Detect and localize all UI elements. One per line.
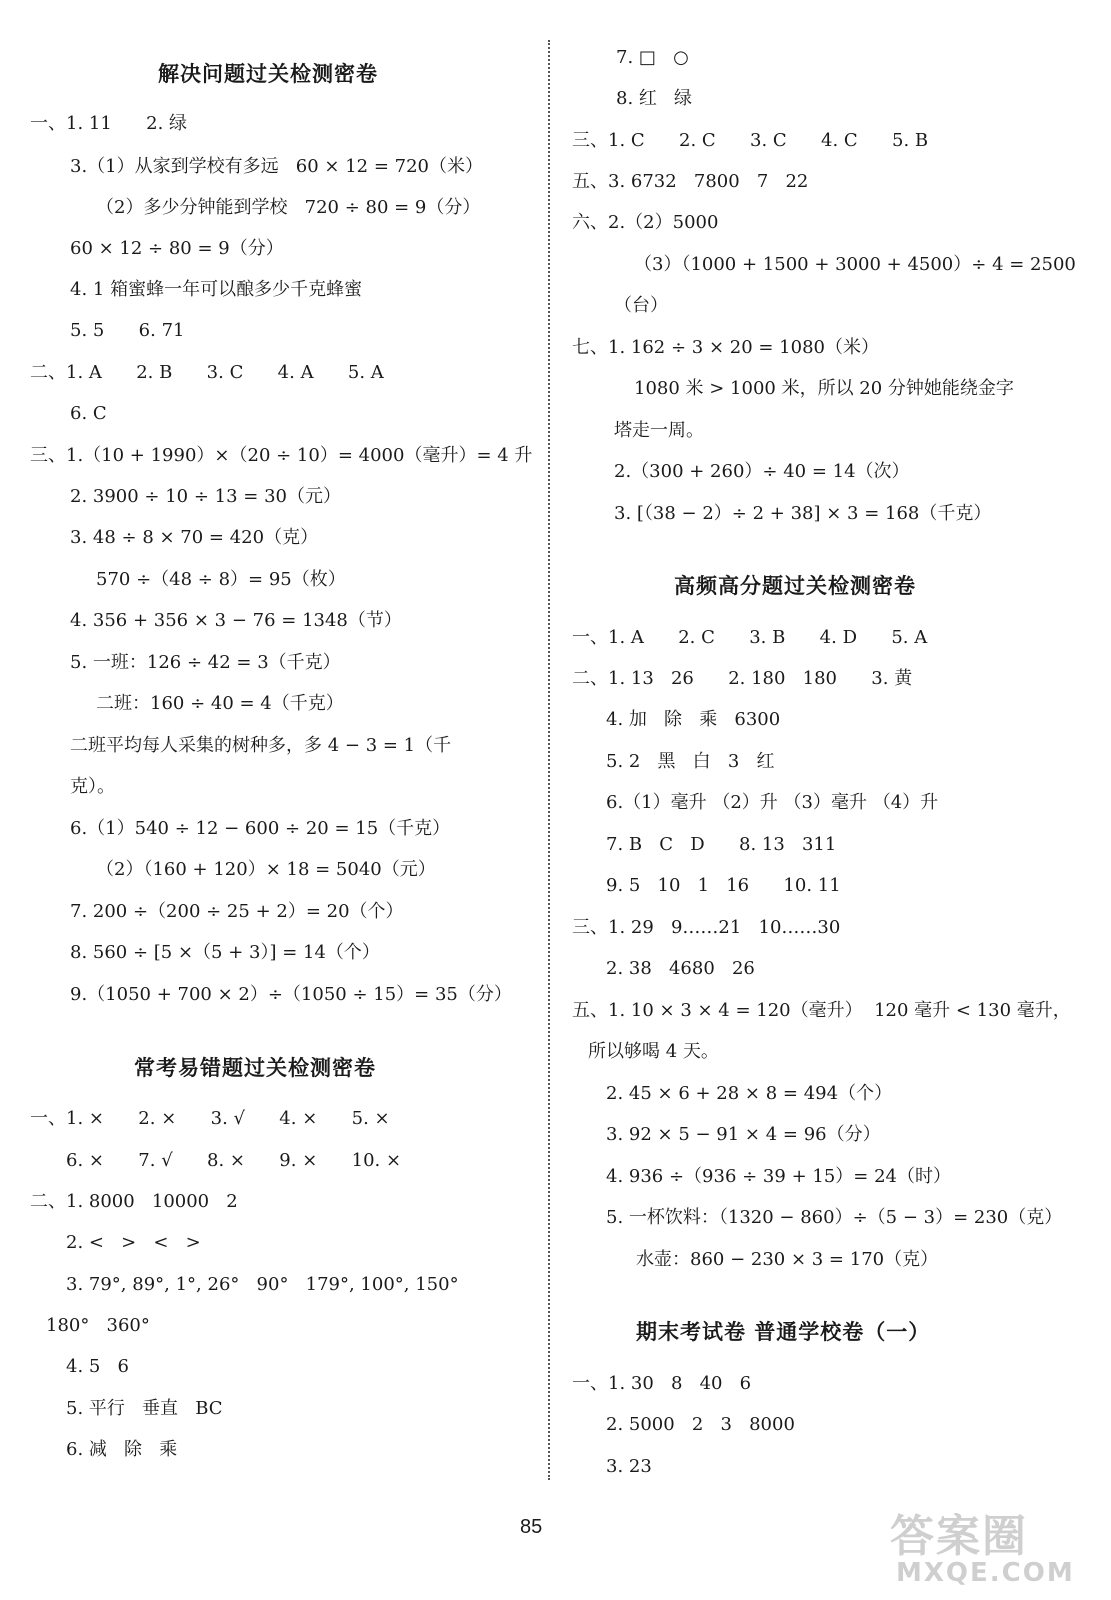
answer-line: 2. < > < >	[66, 1232, 201, 1253]
answer-line: 2.（300 + 260）÷ 40 = 14（次）	[614, 461, 910, 482]
answer-line: （3）（1000 + 1500 + 3000 + 4500）÷ 4 = 2500	[634, 254, 1076, 275]
answer-line: 二、1. A 2. B 3. C 4. A 5. A	[30, 362, 384, 383]
answer-line: 二、1. 13 26 2. 180 180 3. 黄	[572, 668, 913, 689]
column-divider	[548, 40, 550, 1480]
section-title: 高频高分题过关检测密卷	[674, 574, 916, 598]
answer-line: 7. B C D 8. 13 311	[606, 834, 837, 855]
answer-line: 570 ÷（48 ÷ 8）= 95（枚）	[96, 569, 346, 590]
answer-line: 五、1. 10 × 3 × 4 = 120（毫升） 120 毫升 < 130 毫升，	[572, 1000, 1071, 1021]
answer-line: 5. 2 黑 白 3 红	[606, 751, 775, 772]
answer-line: 5. 一杯饮料：（1320 − 860）÷（5 − 3）= 230（克）	[606, 1207, 1063, 1228]
answer-line: 6.（1）540 ÷ 12 − 600 ÷ 20 = 15（千克）	[70, 818, 451, 839]
answer-line: 五、3. 6732 7800 7 22	[572, 171, 809, 192]
answer-line: 6.（1）毫升 （2）升 （3）毫升 （4）升	[606, 792, 939, 813]
answer-line: 7. □ ○	[616, 47, 689, 68]
answer-line: 6. C	[70, 403, 107, 424]
answer-line: 7. 200 ÷（200 ÷ 25 + 2）= 20（个）	[70, 901, 404, 922]
section-title: 常考易错题过关检测密卷	[134, 1056, 376, 1080]
answer-line: 5. 平行 垂直 BC	[66, 1398, 223, 1419]
answer-line: 2. 5000 2 3 8000	[606, 1414, 795, 1435]
answer-line: 4. 加 除 乘 6300	[606, 709, 781, 730]
answer-line: 一、1. × 2. × 3. √ 4. × 5. ×	[30, 1108, 390, 1129]
answer-line: 6. 减 除 乘	[66, 1439, 178, 1460]
answer-line: （2）（160 + 120）× 18 = 5040（元）	[96, 859, 436, 880]
answer-line: 六、2.（2）5000	[572, 212, 719, 233]
answer-line: 二班：160 ÷ 40 = 4（千克）	[96, 693, 344, 714]
answer-line: 塔走一周。	[614, 420, 704, 441]
watermark-url-text: MXQE.COM	[896, 1558, 1075, 1588]
answer-line: 3. 79°, 89°, 1°, 26° 90° 179°, 100°, 150°	[66, 1274, 459, 1295]
answer-line: 三、1. C 2. C 3. C 4. C 5. B	[572, 130, 929, 151]
answer-line: 180° 360°	[46, 1315, 150, 1336]
answer-line: 9.（1050 + 700 × 2）÷（1050 ÷ 15）= 35（分）	[70, 984, 512, 1005]
section-title: 解决问题过关检测密卷	[158, 62, 378, 86]
answer-line: 七、1. 162 ÷ 3 × 20 = 1080（米）	[572, 337, 879, 358]
answer-line: 6. × 7. √ 8. × 9. × 10. ×	[66, 1150, 402, 1171]
answer-line: 4. 5 6	[66, 1356, 129, 1377]
answer-line: 9. 5 10 1 16 10. 11	[606, 875, 841, 896]
answer-line: 2. 3900 ÷ 10 ÷ 13 = 30（元）	[70, 486, 341, 507]
answer-line: 所以够喝 4 天。	[588, 1041, 719, 1062]
answer-line: 5. 一班：126 ÷ 42 = 3（千克）	[70, 652, 341, 673]
answer-line: 3. 92 × 5 − 91 × 4 = 96（分）	[606, 1124, 881, 1145]
answer-line: 一、1. 30 8 40 6	[572, 1373, 752, 1394]
answer-line: 水壶：860 − 230 × 3 = 170（克）	[636, 1249, 939, 1270]
answer-line: 60 × 12 ÷ 80 = 9（分）	[70, 238, 284, 259]
answer-line: 一、1. 11 2. 绿	[30, 113, 188, 134]
answer-line: 3. 23	[606, 1456, 652, 1477]
answer-line: （2）多少分钟能到学校 720 ÷ 80 = 9（分）	[96, 197, 481, 218]
answer-line: 8. 红 绿	[616, 88, 693, 109]
answer-line: 3. 48 ÷ 8 × 70 = 420（克）	[70, 527, 319, 548]
section-title: 期末考试卷 普通学校卷（一）	[636, 1320, 931, 1344]
answer-line: 三、1.（10 + 1990）×（20 ÷ 10）= 4000（毫升）= 4 升	[30, 445, 533, 466]
answer-line: 3. [（38 − 2）÷ 2 + 38] × 3 = 168（千克）	[614, 503, 992, 524]
answer-line: 4. 1 箱蜜蜂一年可以酿多少千克蜂蜜	[70, 279, 363, 300]
answer-line: 5. 5 6. 71	[70, 320, 185, 341]
answer-line: 2. 45 × 6 + 28 × 8 = 494（个）	[606, 1083, 893, 1104]
answer-line: 8. 560 ÷ [5 ×（5 + 3）] = 14（个）	[70, 942, 380, 963]
answer-line: （台）	[614, 295, 668, 316]
watermark-main-text: 答案圈	[890, 1511, 1028, 1562]
answer-line: 2. 38 4680 26	[606, 958, 755, 979]
answer-line: 4. 936 ÷（936 ÷ 39 + 15）= 24（时）	[606, 1166, 951, 1187]
answer-line: 二班平均每人采集的树种多，多 4 − 3 = 1（千	[70, 735, 452, 756]
answer-line: 一、1. A 2. C 3. B 4. D 5. A	[572, 627, 928, 648]
answer-line: 二、1. 8000 10000 2	[30, 1191, 238, 1212]
answer-line: 三、1. 29 9……21 10……30	[572, 917, 841, 938]
answer-line: 1080 米 > 1000 米，所以 20 分钟她能绕金字	[634, 378, 1014, 399]
answer-line: 4. 356 + 356 × 3 − 76 = 1348（节）	[70, 610, 402, 631]
page-number: 85	[520, 1516, 543, 1538]
answer-line: 3.（1）从家到学校有多远 60 × 12 = 720（米）	[70, 156, 484, 177]
watermark-logo	[890, 1500, 1100, 1592]
answer-line: 克）。	[70, 776, 115, 797]
